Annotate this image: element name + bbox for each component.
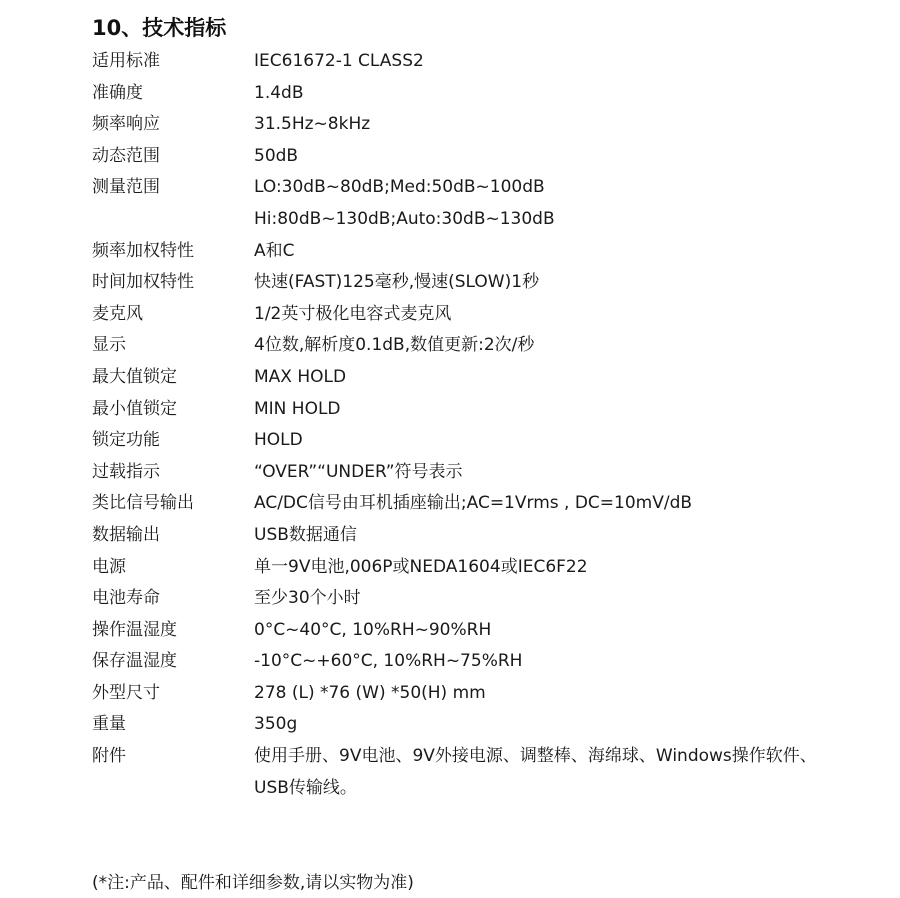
spec-value-line: USB传输线。 bbox=[254, 777, 357, 798]
spec-value-line: 350g bbox=[254, 714, 298, 735]
spec-value bbox=[254, 520, 852, 552]
spec-value bbox=[254, 425, 852, 457]
spec-row bbox=[92, 141, 852, 173]
spec-row bbox=[92, 709, 852, 741]
spec-value bbox=[254, 488, 852, 520]
spec-value-line: “OVER”“UNDER”符号表示 bbox=[254, 461, 463, 482]
spec-value bbox=[254, 583, 852, 615]
spec-label: 电池寿命 bbox=[92, 588, 160, 609]
spec-value bbox=[254, 741, 852, 804]
spec-value-line: 至少30个小时 bbox=[254, 588, 361, 609]
spec-label: 频率加权特性 bbox=[92, 240, 194, 261]
spec-row bbox=[92, 267, 852, 299]
spec-value bbox=[254, 646, 852, 678]
spec-row bbox=[92, 362, 852, 394]
spec-label: 适用标准 bbox=[92, 51, 160, 71]
spec-label: 操作温湿度 bbox=[92, 619, 177, 640]
spec-row bbox=[92, 236, 852, 268]
spec-value bbox=[254, 330, 852, 362]
spec-row bbox=[92, 615, 852, 647]
spec-row bbox=[92, 394, 852, 426]
spec-value bbox=[254, 267, 852, 299]
spec-value-line: Hi:80dB~130dB;Auto:30dB~130dB bbox=[254, 208, 555, 229]
spec-value-line: -10°C~+60°C, 10%RH~75%RH bbox=[254, 651, 523, 672]
spec-value-line: 0°C~40°C, 10%RH~90%RH bbox=[254, 619, 492, 640]
spec-value-line: IEC61672-1 CLASS2 bbox=[254, 51, 424, 71]
spec-value-line: USB数据通信 bbox=[254, 524, 357, 545]
spec-label: 最大值锁定 bbox=[92, 366, 177, 387]
spec-row bbox=[92, 552, 852, 584]
spec-value bbox=[254, 172, 852, 235]
spec-value bbox=[254, 709, 852, 741]
spec-label: 显示 bbox=[92, 335, 126, 356]
spec-row bbox=[92, 741, 852, 804]
spec-label: 麦克风 bbox=[92, 303, 143, 324]
spec-value bbox=[254, 362, 852, 394]
spec-value bbox=[254, 78, 852, 110]
spec-value bbox=[254, 615, 852, 647]
spec-value-line: LO:30dB~80dB;Med:50dB~100dB bbox=[254, 177, 545, 198]
spec-label: 准确度 bbox=[92, 82, 143, 103]
spec-label: 动态范围 bbox=[92, 145, 160, 166]
spec-label: 测量范围 bbox=[92, 177, 160, 198]
spec-value bbox=[254, 236, 852, 268]
spec-row bbox=[92, 330, 852, 362]
spec-row bbox=[92, 78, 852, 110]
spec-value-line: 快速(FAST)125毫秒,慢速(SLOW)1秒 bbox=[254, 272, 540, 293]
footnote: (*注:产品、配件和详细参数,请以实物为准) bbox=[92, 873, 414, 893]
spec-value bbox=[254, 46, 852, 78]
spec-row bbox=[92, 520, 852, 552]
spec-label: 数据输出 bbox=[92, 524, 160, 545]
spec-row bbox=[92, 646, 852, 678]
spec-value bbox=[254, 141, 852, 173]
spec-value-line: A和C bbox=[254, 240, 295, 261]
spec-label: 附件 bbox=[92, 746, 126, 767]
spec-label: 锁定功能 bbox=[92, 430, 160, 451]
spec-label: 过载指示 bbox=[92, 461, 160, 482]
spec-value-line: MAX HOLD bbox=[254, 366, 347, 387]
spec-value-line: MIN HOLD bbox=[254, 398, 341, 419]
spec-label: 频率响应 bbox=[92, 114, 160, 135]
spec-row bbox=[92, 425, 852, 457]
spec-row bbox=[92, 678, 852, 710]
spec-value bbox=[254, 109, 852, 141]
spec-label: 类比信号输出 bbox=[92, 493, 194, 514]
spec-value-line: HOLD bbox=[254, 430, 303, 451]
spec-value-line: 1/2英寸极化电容式麦克风 bbox=[254, 303, 452, 324]
spec-table bbox=[92, 46, 852, 804]
spec-value-line: 278 (L) *76 (W) *50(H) mm bbox=[254, 682, 486, 703]
spec-value-line: 31.5Hz~8kHz bbox=[254, 114, 371, 135]
spec-row bbox=[92, 46, 852, 78]
spec-value bbox=[254, 299, 852, 331]
spec-label: 电源 bbox=[92, 556, 126, 577]
spec-value-line: 使用手册、9V电池、9V外接电源、调整棒、海绵球、Windows操作软件、 bbox=[254, 746, 817, 767]
page-title: 10、技术指标 bbox=[92, 16, 227, 40]
spec-value-line: 4位数,解析度0.1dB,数值更新:2次/秒 bbox=[254, 335, 535, 356]
spec-row bbox=[92, 488, 852, 520]
spec-label: 保存温湿度 bbox=[92, 651, 177, 672]
spec-row bbox=[92, 457, 852, 489]
spec-value bbox=[254, 678, 852, 710]
spec-value bbox=[254, 552, 852, 584]
spec-row bbox=[92, 299, 852, 331]
spec-row bbox=[92, 172, 852, 235]
spec-label: 外型尺寸 bbox=[92, 682, 160, 703]
spec-label: 重量 bbox=[92, 714, 126, 735]
spec-label: 时间加权特性 bbox=[92, 272, 194, 293]
spec-value-line: 50dB bbox=[254, 145, 299, 166]
spec-value-line: 单一9V电池,006P或NEDA1604或IEC6F22 bbox=[254, 556, 588, 577]
spec-value bbox=[254, 457, 852, 489]
spec-row bbox=[92, 583, 852, 615]
spec-row bbox=[92, 109, 852, 141]
spec-value-line: AC/DC信号由耳机插座输出;AC=1Vrms , DC=10mV/dB bbox=[254, 493, 693, 514]
spec-value bbox=[254, 394, 852, 426]
spec-label: 最小值锁定 bbox=[92, 398, 177, 419]
spec-value-line: 1.4dB bbox=[254, 82, 304, 103]
